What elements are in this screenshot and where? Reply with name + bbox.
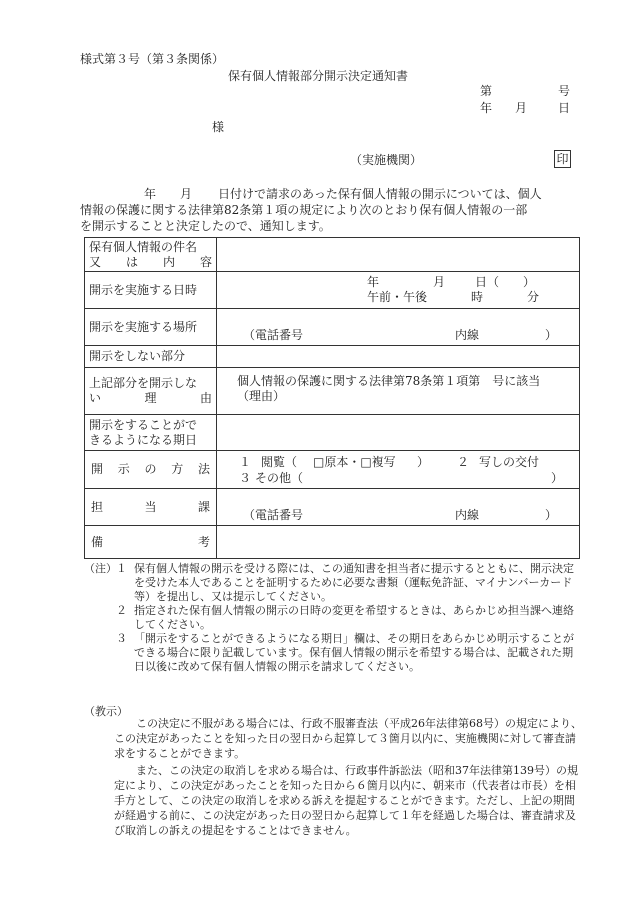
table-row	[85, 415, 580, 451]
row-value-method[interactable]: １ 閲覧（ □原本・□複写 ） ２ 写しの交付 ３ その他（ ）	[217, 451, 580, 489]
table-row	[85, 309, 580, 346]
addressee-honorific: 様	[212, 120, 225, 134]
disclosure-table	[84, 237, 580, 559]
row-label-department: 担 当 課	[85, 489, 217, 526]
row-label-available-date: 開示をすることがで きるようになる期日	[85, 415, 217, 451]
seal-stamp: 印	[554, 150, 571, 168]
row-label-remarks: 備 考	[85, 526, 217, 559]
row-value-place[interactable]: （電話番号 内線 ）	[217, 309, 580, 346]
row-value-reason[interactable]: 個人情報の保護に関する法律第78条第１項第 号に該当 （理由）	[217, 368, 580, 415]
note-item: （注） １ 保有個人情報の開示を受ける際には、この通知書を担当者に提示するとともに、開示決定を受けた本人であることを証明するために必要な書類（運転免許証、マイナンバーカード等）を提出し、又は提示してください。	[84, 562, 574, 603]
note-item: ３ 「開示をすることができるようになる期日」欄は、その期日をあらかじめ明示することができる場合に限り記載しています。保有個人情報の開示を希望する場合は、記載された期日以後に改めて保有個人情報の開示を請求してください。	[116, 632, 574, 673]
agency-label: （実施機関）	[350, 153, 423, 167]
copy-delivery-option[interactable]: 写しの交付	[479, 454, 540, 469]
row-value-available-date[interactable]	[217, 415, 580, 451]
instruction-body	[114, 716, 584, 838]
intro-text-1: 日付けで請求のあった保有個人情報の開示については、個人	[218, 187, 542, 201]
table-row	[85, 238, 580, 272]
other-method-option[interactable]: その他（	[255, 470, 304, 485]
document-number-prefix: 第	[480, 84, 493, 98]
date-month: 月	[515, 101, 528, 115]
date-year: 年	[480, 101, 493, 115]
row-label-nondisclosed: 開示をしない部分	[85, 346, 217, 368]
row-label-reason: 上記部分を開示しな い 理 由	[85, 368, 217, 415]
table-row	[85, 526, 580, 559]
intro-text-3: を開示することと決定したので、通知します。	[80, 219, 331, 233]
intro-month: 月	[180, 187, 193, 201]
view-options-checkboxes[interactable]: □原本・□複写	[313, 454, 396, 469]
row-label-subject: 保有個人情報の件名 又 は 内 容	[85, 238, 217, 272]
row-value-department[interactable]: （電話番号 内線 ）	[217, 489, 580, 526]
instruction-paragraph-2: また、この決定の取消しを求める場合は、行政事件訴訟法（昭和37年法律第139号）の規定により、この決定があったことを知った日から６箇月以内に、朝来市（代表者は市長）を相手方として、この決定の取消しを求める訴えを提起することができます。ただし、上記の期間が経過する前に、この決定があった日の翌日から起算して１年を経過した場合は、審査請求及び取消しの訴えの提起をすることはできません。	[114, 764, 578, 837]
notes-section	[84, 562, 584, 674]
document-number-suffix: 号	[558, 84, 571, 98]
table-row	[85, 451, 580, 489]
date-day: 日	[558, 101, 571, 115]
instruction-paragraph-1: この決定に不服がある場合には、行政不服審査法（平成26年法律第68号）の規定により、この決定があったことを知った日の翌日から起算して３箇月以内に、実施機関に対して審査請求をすることができます。	[114, 717, 582, 760]
table-row	[85, 368, 580, 415]
row-value-subject[interactable]	[217, 238, 580, 272]
table-row	[85, 489, 580, 526]
instruction-heading: （教示）	[84, 705, 128, 718]
form-number: 様式第３号（第３条関係）	[80, 52, 225, 66]
table-row	[85, 346, 580, 368]
document-title: 保有個人情報部分開示決定通知書	[228, 69, 409, 83]
row-value-nondisclosed[interactable]	[217, 346, 580, 368]
notes-mark: （注）	[84, 562, 117, 575]
row-label-place: 開示を実施する場所	[85, 309, 217, 346]
row-value-remarks[interactable]	[217, 526, 580, 559]
intro-year: 年	[144, 187, 157, 201]
row-value-datetime[interactable]: 年 月 日（ ） 午前・午後 時 分	[217, 272, 580, 309]
note-item: ２ 指定された保有個人情報の開示の日時の変更を希望するときは、あらかじめ担当課へ連絡してください。	[116, 604, 574, 631]
table-row	[85, 272, 580, 309]
row-label-method: 開 示 の 方 法	[85, 451, 217, 489]
row-label-datetime: 開示を実施する日時	[85, 272, 217, 309]
intro-paragraph	[80, 186, 590, 234]
intro-text-2: 情報の保護に関する法律第82条第１項の規定により次のとおり保有個人情報の一部	[80, 203, 528, 217]
